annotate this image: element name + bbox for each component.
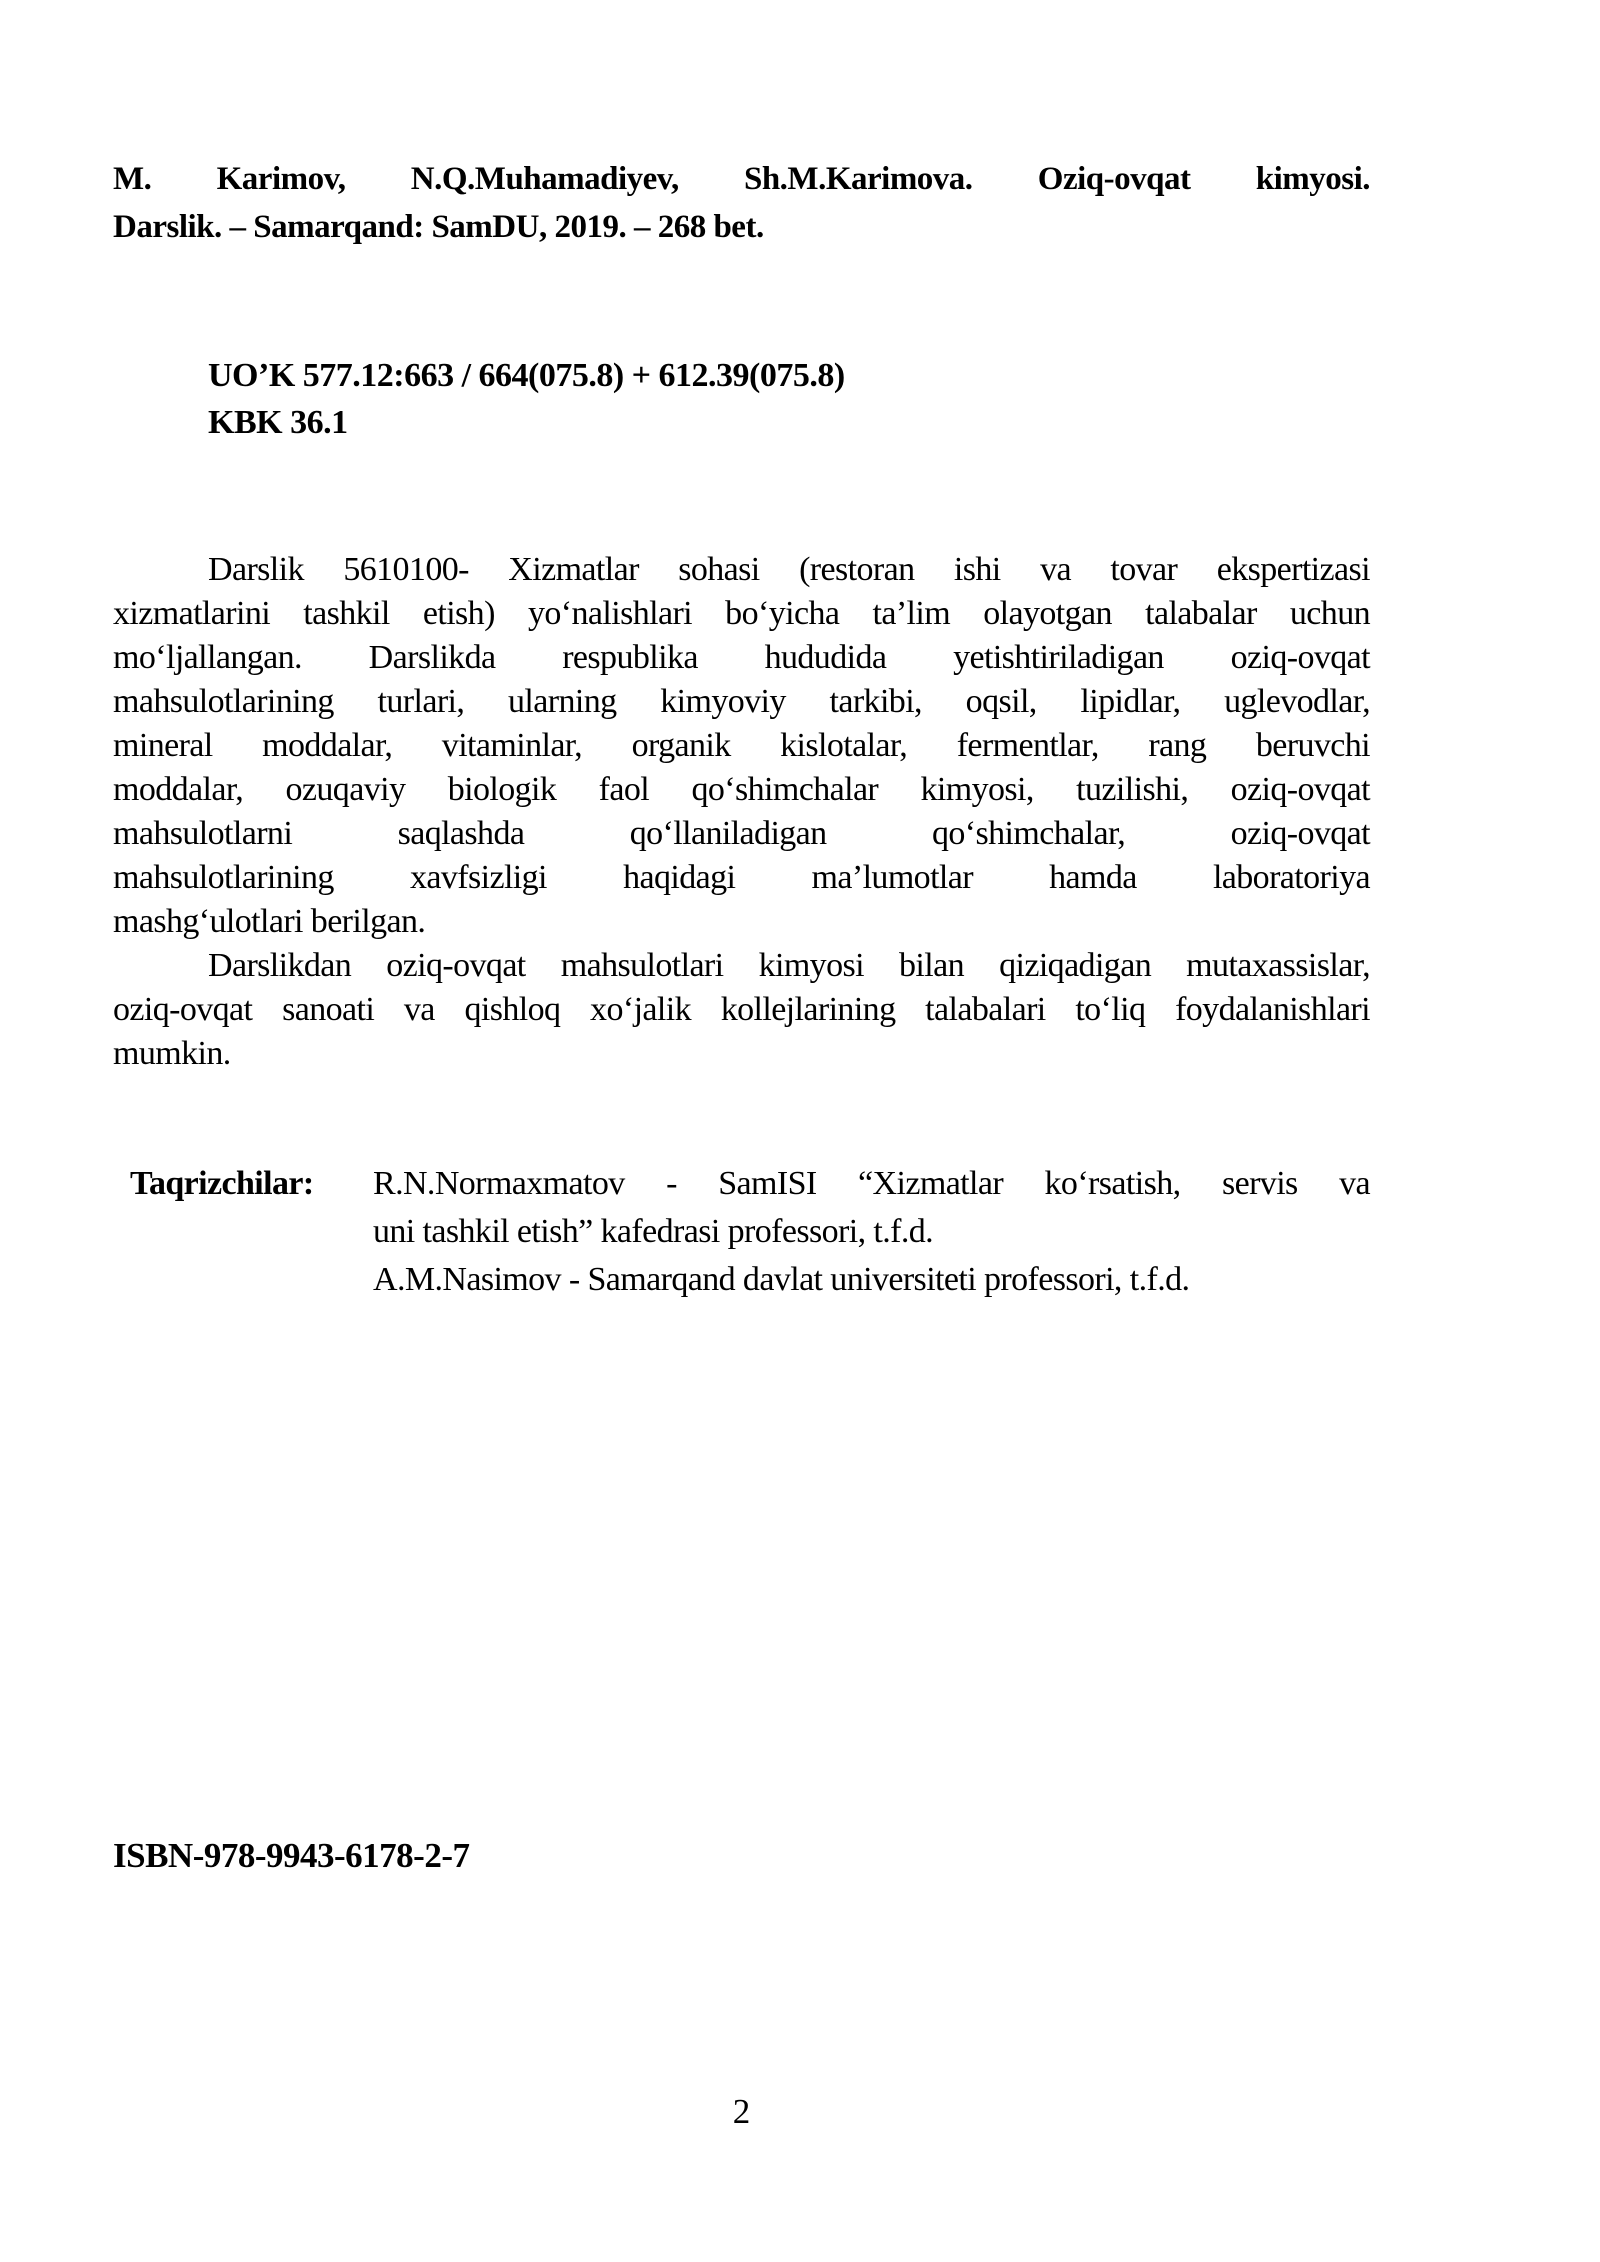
annotation-paragraph-2 <box>113 944 1370 1076</box>
annotation-line: xizmatlarini tashkil etish) yo‘nalishlari bo‘yicha ta’lim olayotgan talabalar uchun <box>113 595 1370 632</box>
annotation-line: mineral moddalar, vitaminlar, organik kislotalar, fermentlar, rang beruvchi <box>113 727 1370 764</box>
reviewers-block <box>113 1160 1370 1304</box>
annotation-line: mahsulotlarining xavfsizligi haqidagi ma’lumotlar hamda laboratoriya <box>113 859 1370 896</box>
udk-code: UO’K 577.12:663 / 664(075.8) + 612.39(075.8) <box>208 357 845 394</box>
isbn: ISBN-978-9943-6178-2-7 <box>113 1836 470 1875</box>
annotation-line: Darslik 5610100- Xizmatlar sohasi (restoran ishi va tovar ekspertizasi <box>208 551 1370 588</box>
annotation-paragraph-1 <box>113 548 1370 944</box>
annotation-line: moddalar, ozuqaviy biologik faol qo‘shimchalar kimyosi, tuzilishi, oziq-ovqat <box>113 771 1370 808</box>
reviewer-line: A.M.Nasimov - Samarqand davlat universiteti professori, t.f.d. <box>373 1261 1190 1298</box>
annotation-line: mashg‘ulotlari berilgan. <box>113 903 426 940</box>
annotation-line: Darslikdan oziq-ovqat mahsulotlari kimyosi bilan qiziqadigan mutaxassislar, <box>208 947 1370 984</box>
citation-line-1: M. Karimov, N.Q.Muhamadiyev, Sh.M.Karimova. Oziq-ovqat kimyosi. <box>113 161 1370 197</box>
annotation-line: mahsulotlarni saqlashda qo‘llaniladigan qo‘shimchalar, oziq-ovqat <box>113 815 1370 852</box>
page-number: 2 <box>732 2092 751 2131</box>
citation-line-2: Darslik. – Samarqand: SamDU, 2019. – 268 bet. <box>113 209 764 245</box>
classification-block <box>113 352 1370 446</box>
reviewers-label: Taqrizchilar: <box>130 1165 314 1202</box>
annotation-line: mahsulotlarining turlari, ularning kimyoviy tarkibi, oqsil, lipidlar, uglevodlar, <box>113 683 1370 720</box>
annotation-line: mumkin. <box>113 1035 231 1072</box>
bbk-code: KBK 36.1 <box>208 404 348 441</box>
reviewers-list <box>373 1160 1370 1304</box>
citation <box>113 155 1370 251</box>
reviewer-line: R.N.Normaxmatov - SamISI “Xizmatlar ko‘rsatish, servis va <box>373 1165 1370 1202</box>
reviewer-line: uni tashkil etish” kafedrasi professori, t.f.d. <box>373 1213 934 1250</box>
annotation <box>113 548 1370 1076</box>
annotation-line: mo‘ljallangan. Darslikda respublika hududida yetishtiriladigan oziq-ovqat <box>113 639 1370 676</box>
annotation-line: oziq-ovqat sanoati va qishloq xo‘jalik kollejlarining talabalari to‘liq foydalanishlari <box>113 991 1370 1028</box>
